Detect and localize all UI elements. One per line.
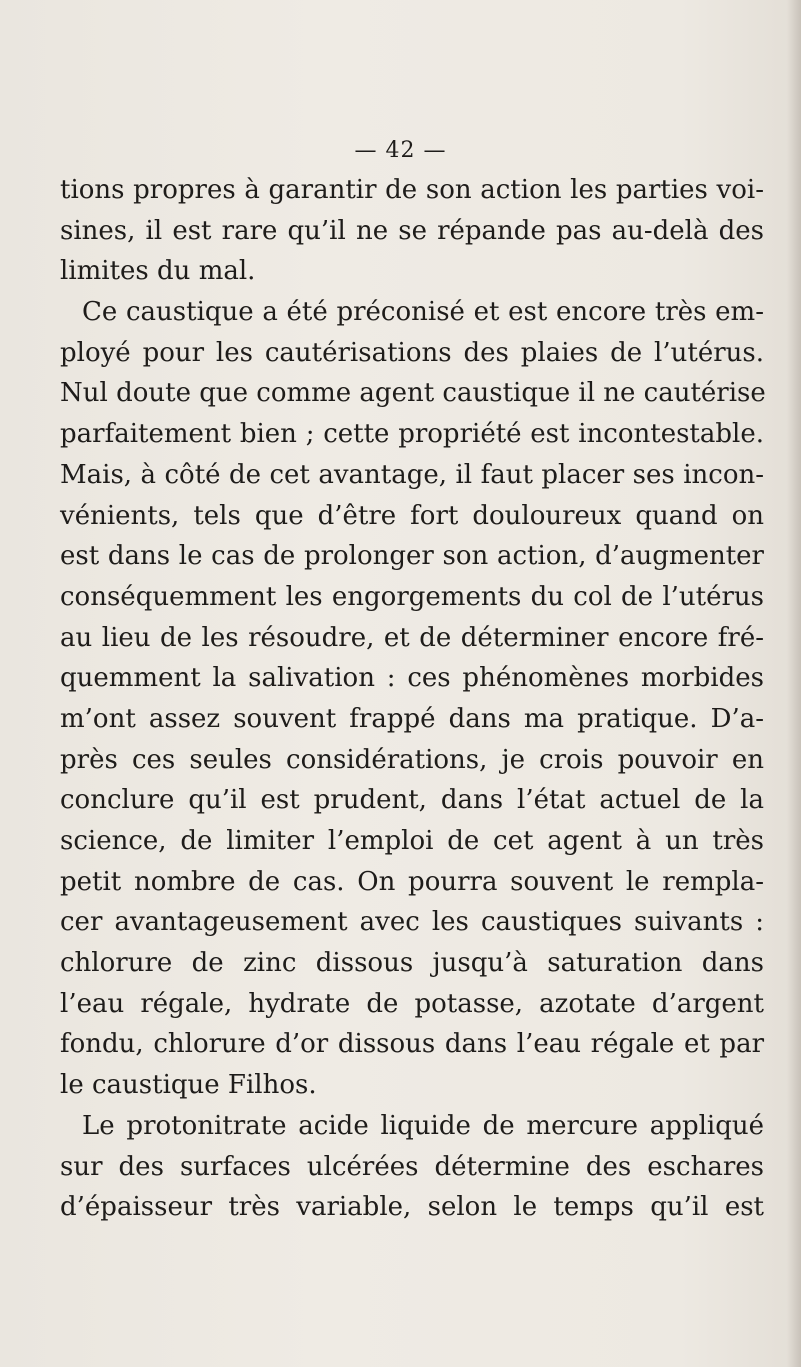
text-line: conclure qu’il est prudent, dans l’état actuel de la xyxy=(60,785,764,816)
page-number: — 42 — xyxy=(354,138,447,163)
text-line: le caustique Filhos. xyxy=(60,1070,317,1101)
text-line: l’eau régale, hydrate de potasse, azotate d’argent xyxy=(60,988,764,1019)
text-line: d’épaisseur très variable, selon le temps qu’il est xyxy=(60,1192,764,1223)
text-line: chlorure de zinc dissous jusqu’à saturation dans xyxy=(60,948,764,979)
text-line: sur des surfaces ulcérées détermine des eschares xyxy=(60,1151,764,1182)
text-line: m’ont assez souvent frappé dans ma pratique. D’a- xyxy=(60,703,764,734)
text-line: vénients, tels que d’être fort douloureux quand on xyxy=(60,500,764,531)
text-line: petit nombre de cas. On pourra souvent le rempla- xyxy=(60,866,764,897)
text-line: au lieu de les résoudre, et de déterminer encore fré- xyxy=(60,622,764,653)
body-text xyxy=(60,170,764,1228)
page-edge-shadow xyxy=(787,0,801,1367)
text-line: Le protonitrate acide liquide de mercure appliqué xyxy=(82,1110,764,1141)
text-line: quemment la salivation : ces phénomènes morbides xyxy=(60,663,764,694)
text-line: sines, il est rare qu’il ne se répande pas au-delà des xyxy=(60,215,764,246)
text-line: est dans le cas de prolonger son action, d’augmenter xyxy=(60,541,764,572)
text-line: limites du mal. xyxy=(60,256,256,287)
text-line: Ce caustique a été préconisé et est encore très em- xyxy=(82,297,764,328)
text-line: près ces seules considérations, je crois pouvoir en xyxy=(60,744,764,775)
text-line: fondu, chlorure d’or dissous dans l’eau régale et par xyxy=(60,1029,764,1060)
text-line: science, de limiter l’emploi de cet agent à un très xyxy=(60,826,764,856)
text-line: Mais, à côté de cet avantage, il faut placer ses incon- xyxy=(60,459,764,490)
text-line: ployé pour les cautérisations des plaies de l’utérus. xyxy=(60,337,764,368)
text-line: parfaitement bien ; cette propriété est incontestable. xyxy=(60,419,764,450)
text-line: tions propres à garantir de son action les parties voi- xyxy=(60,175,764,205)
text-line: cer avantageusement avec les caustiques suivants : xyxy=(60,907,764,938)
text-line: Nul doute que comme agent caustique il ne cautérise xyxy=(60,378,766,409)
text-line: conséquemment les engorgements du col de l’utérus xyxy=(60,581,764,612)
